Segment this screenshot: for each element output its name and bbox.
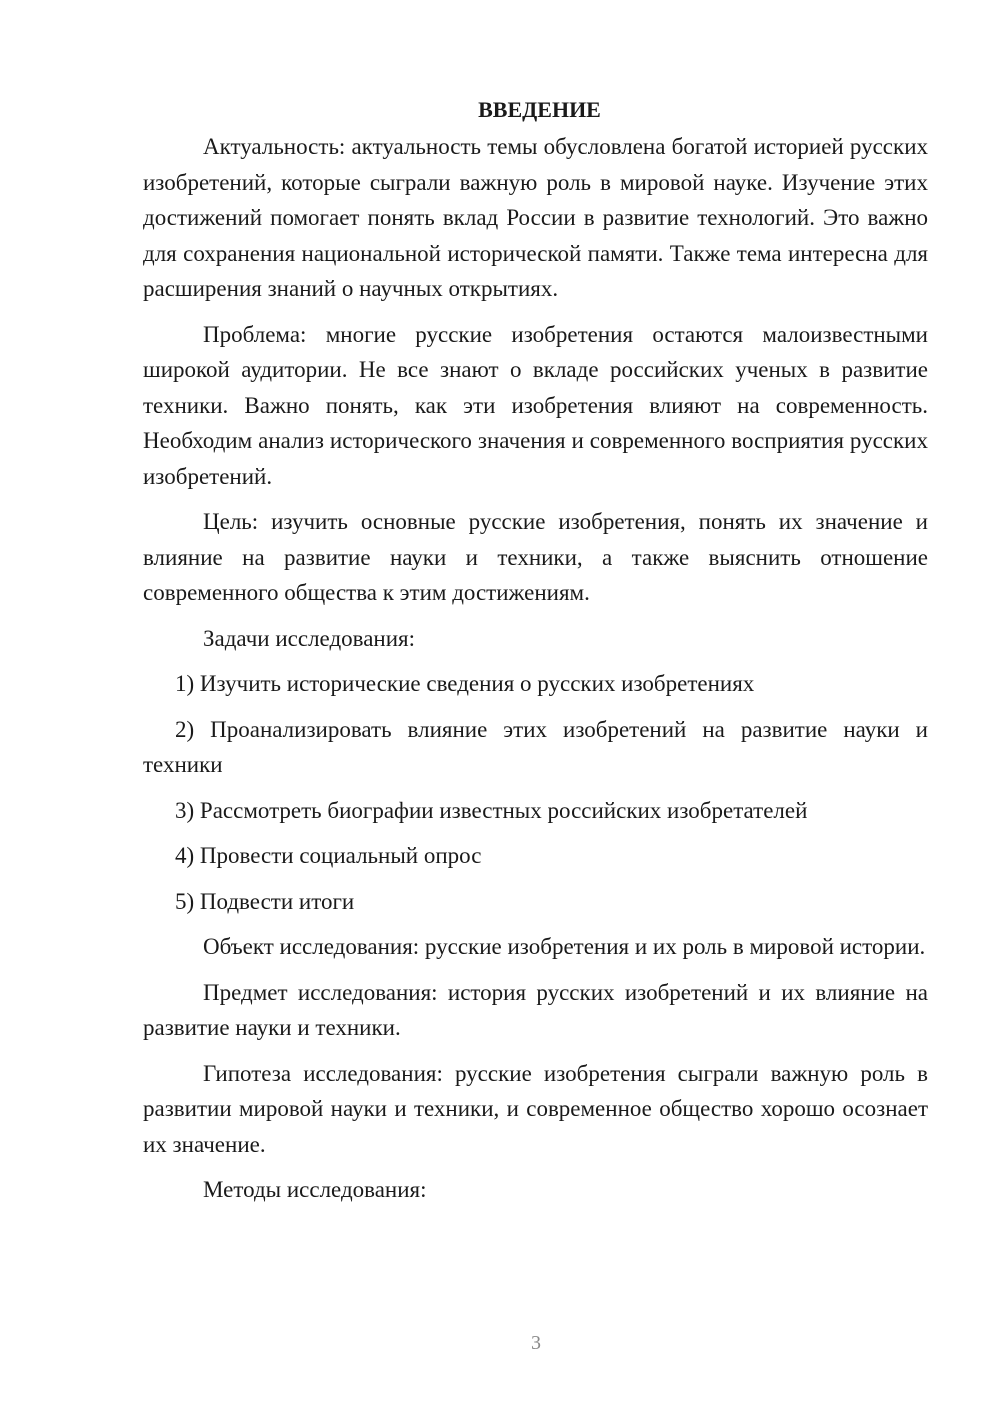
task-item: 2) Проанализировать влияние этих изобретений на развитие науки и техники xyxy=(143,716,928,777)
relevance-paragraph: Актуальность: актуальность темы обусловлена богатой историей русских изобретений, которые сыграли важную роль в мировой науке. Изучение этих достижений помогает понять вклад России в развитие технологий. Это важно для сохранения национальной исторической памяти. Также тема интересна для расширения знаний о научных открытиях. xyxy=(143,134,928,301)
object-paragraph: Объект исследования: русские изобретения и их роль в мировой истории. xyxy=(203,934,926,959)
tasks-list xyxy=(143,666,928,919)
hypothesis-paragraph: Гипотеза исследования: русские изобретения сыграли важную роль в развитии мировой науки и техники, и современное общество хорошо осознает их значение. xyxy=(143,1060,928,1157)
goal-paragraph: Цель: изучить основные русские изобретения, понять их значение и влияние на развитие науки и техники, а также выяснить отношение современного общества к этим достижениям. xyxy=(143,509,928,605)
subject-paragraph: Предмет исследования: история русских изобретений и их влияние на развитие науки и техники. xyxy=(143,979,928,1040)
problem-paragraph: Проблема: многие русские изобретения остаются малоизвестными широкой аудитории. Не все знают о вкладе российских ученых в развитие техники. Важно понять, как эти изобретения влияют на современность. Необходим анализ исторического значения и современного восприятия русских изобретений. xyxy=(143,321,928,489)
methods-title: Методы исследования: xyxy=(203,1177,427,1202)
task-item: 5) Подвести итоги xyxy=(175,888,355,914)
tasks-title: Задачи исследования: xyxy=(203,625,416,651)
page-content xyxy=(143,92,928,1218)
task-item: 3) Рассмотреть биографии известных российских изобретателей xyxy=(175,797,808,823)
page-number: 3 xyxy=(531,1332,541,1354)
task-item: 4) Провести социальный опрос xyxy=(175,843,482,868)
section-heading: ВВЕДЕНИЕ xyxy=(478,97,601,122)
task-item: 1) Изучить исторические сведения о русских изобретениях xyxy=(175,671,755,696)
